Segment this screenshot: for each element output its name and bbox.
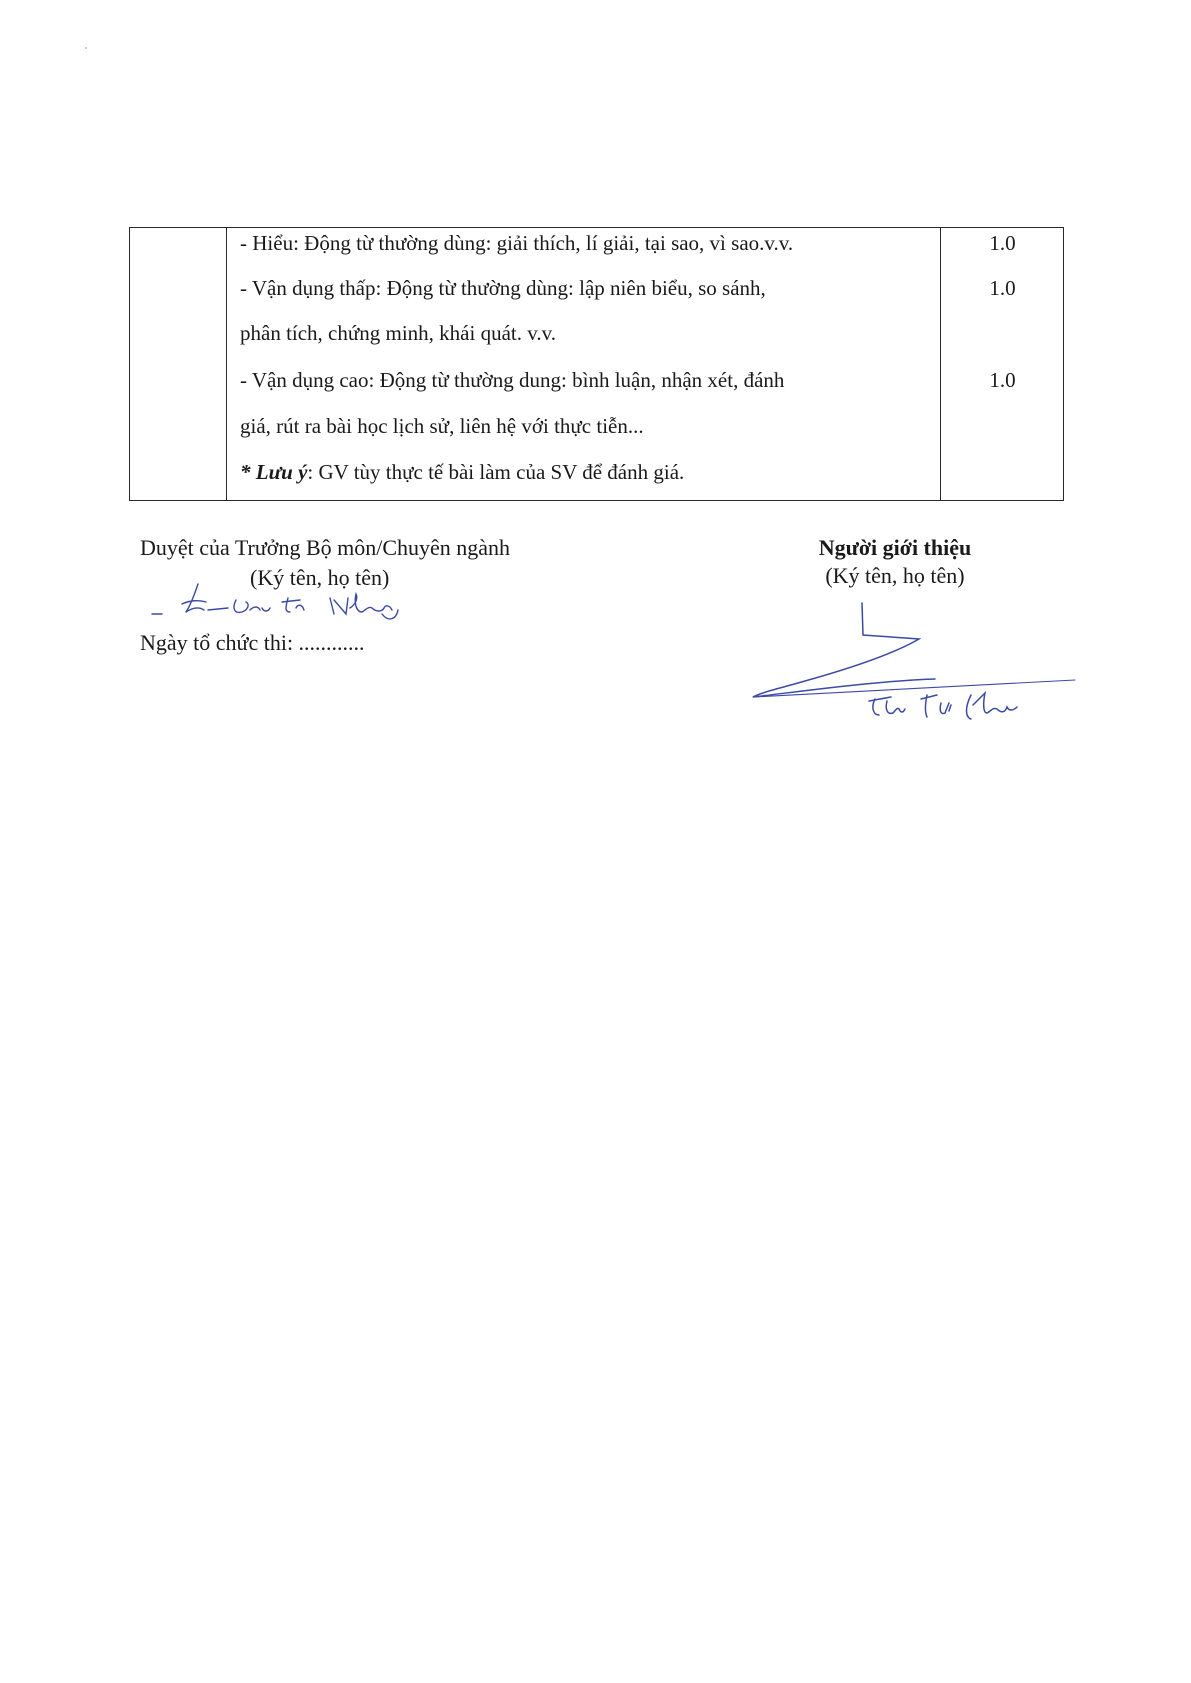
score-cell: 1.0 [989,276,1016,300]
introducer-block [775,535,1015,589]
score-cell: 1.0 [989,368,1016,392]
rubric-table [129,227,1064,501]
rubric-line-text: - Hiểu: Động từ thường dùng: giải thích, lí giải, tại sao, vì sao.v.v. [240,231,794,255]
scan-speck [85,47,87,49]
rubric-line [240,320,930,346]
introducer-sign-hint: (Ký tên, họ tên) [825,563,965,588]
rubric-line [240,413,930,439]
rubric-line-text: - Vận dụng thấp: Động từ thường dùng: lập niên biểu, so sánh, [240,276,766,300]
rubric-line [240,275,930,301]
approval-signature [150,578,450,638]
rubric-line-text: giá, rút ra bài học lịch sử, liên hệ với thực tiễn... [240,414,644,438]
note-prefix: * [240,460,256,484]
introducer-title: Người giới thiệu [818,535,972,560]
score-cell: 1.0 [989,231,1016,255]
note-text: : GV tùy thực tế bài làm của SV để đánh giá. [307,460,685,484]
exam-date-label: Ngày tổ chức thi: ............ [140,630,365,655]
rubric-line-text: phân tích, chứng minh, khái quát. v.v. [240,321,557,345]
note-label: Lưu ý [255,460,308,484]
approval-title: Duyệt của Trưởng Bộ môn/Chuyên ngành [140,535,511,560]
rubric-line [240,230,930,256]
approval-sign-hint: (Ký tên, họ tên) [250,565,390,590]
introducer-signature [745,595,1075,725]
rubric-line-text: - Vận dụng cao: Động từ thường dung: bình luận, nhận xét, đánh [240,368,785,392]
rubric-line [240,367,930,393]
table-column-divider [226,228,227,500]
rubric-note [240,459,930,485]
table-column-divider [940,228,941,500]
